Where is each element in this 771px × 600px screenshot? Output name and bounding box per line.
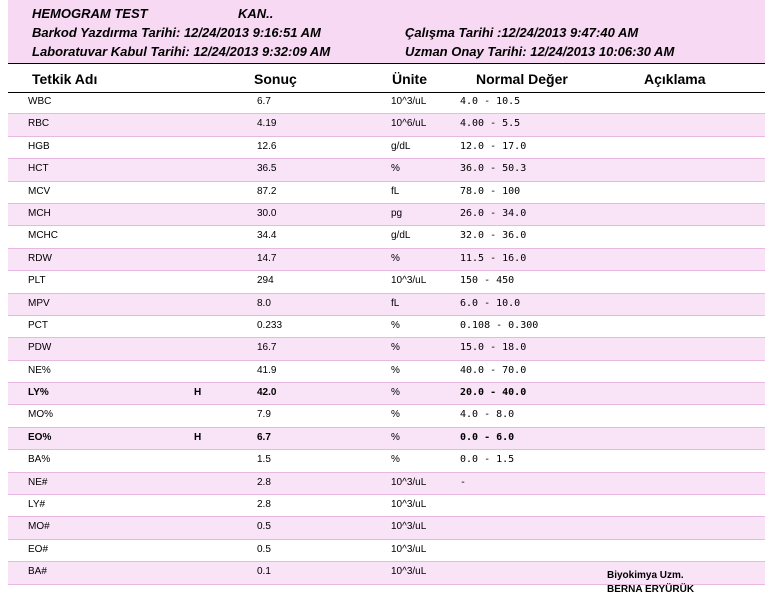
result-cell: 8.0	[257, 297, 271, 309]
flag-cell: H	[194, 387, 202, 399]
result-cell: 34.4	[257, 230, 277, 242]
unit-cell: %	[391, 319, 400, 331]
table-row	[8, 114, 765, 136]
test-name-cell: HGB	[28, 140, 50, 152]
result-cell: 2.8	[257, 476, 271, 488]
test-name-cell: MO#	[28, 521, 50, 533]
normal-range-cell: 36.0 - 50.3	[460, 163, 527, 175]
test-name-cell: BA#	[28, 566, 47, 578]
result-cell: 12.6	[257, 140, 277, 152]
normal-range-cell: -	[460, 476, 467, 488]
table-row	[8, 204, 765, 226]
normal-range-cell: 0.0 - 1.5	[460, 454, 515, 466]
sample-type: KAN..	[238, 6, 274, 21]
barcode-print-date: Barkod Yazdırma Tarihi: 12/24/2013 9:16:51 AM	[32, 25, 321, 40]
normal-range-cell: 4.0 - 8.0	[460, 409, 515, 421]
result-cell: 30.0	[257, 207, 277, 219]
test-name-cell: EO#	[28, 543, 49, 555]
table-row	[8, 450, 765, 472]
unit-cell: 10^3/uL	[391, 566, 427, 578]
normal-range-cell: 4.0 - 10.5	[460, 96, 521, 107]
test-name-cell: MCV	[28, 185, 51, 197]
test-name-cell: WBC	[28, 96, 52, 107]
column-normal-range: Normal Değer	[476, 71, 568, 87]
result-cell: 36.5	[257, 163, 277, 175]
signature-title: Biyokimya Uzm.	[607, 570, 684, 581]
table-row	[8, 159, 765, 181]
unit-cell: %	[391, 252, 400, 264]
result-cell: 4.19	[257, 118, 277, 130]
unit-cell: fL	[391, 185, 400, 197]
test-title: HEMOGRAM TEST	[32, 6, 148, 21]
test-name-cell: LY%	[28, 387, 49, 399]
normal-range-cell: 32.0 - 36.0	[460, 230, 527, 242]
unit-cell: %	[391, 431, 400, 443]
unit-cell: %	[391, 163, 400, 175]
table-row	[8, 361, 765, 383]
result-cell: 0.233	[257, 319, 283, 331]
test-name-cell: MPV	[28, 297, 50, 309]
table-row	[8, 383, 765, 405]
test-name-cell: PCT	[28, 319, 48, 331]
normal-range-cell: 12.0 - 17.0	[460, 140, 527, 152]
unit-cell: %	[391, 409, 400, 421]
column-result: Sonuç	[254, 71, 297, 87]
test-name-cell: LY#	[28, 499, 46, 511]
table-row	[8, 473, 765, 495]
expert-approval-date: Uzman Onay Tarihi: 12/24/2013 10:06:30 AM	[405, 44, 675, 59]
unit-cell: g/dL	[391, 140, 411, 152]
result-cell: 87.2	[257, 185, 277, 197]
test-name-cell: EO%	[28, 431, 52, 443]
result-cell: 0.5	[257, 543, 271, 555]
unit-cell: 10^3/uL	[391, 96, 427, 107]
normal-range-cell: 150 - 450	[460, 275, 515, 287]
unit-cell: 10^3/uL	[391, 476, 427, 488]
normal-range-cell: 0.0 - 6.0	[460, 431, 515, 443]
test-name-cell: MCHC	[28, 230, 58, 242]
table-row	[8, 316, 765, 338]
unit-cell: 10^3/uL	[391, 521, 427, 533]
result-cell: 41.9	[257, 364, 277, 376]
table-row	[8, 271, 765, 293]
normal-range-cell: 26.0 - 34.0	[460, 207, 527, 219]
test-name-cell: NE%	[28, 364, 51, 376]
unit-cell: %	[391, 342, 400, 354]
unit-cell: %	[391, 387, 400, 399]
unit-cell: 10^3/uL	[391, 543, 427, 555]
table-row	[8, 137, 765, 159]
normal-range-cell: 78.0 - 100	[460, 185, 521, 197]
test-name-cell: RDW	[28, 252, 52, 264]
result-cell: 6.7	[257, 96, 271, 107]
unit-cell: fL	[391, 297, 400, 309]
result-cell: 0.1	[257, 566, 271, 578]
test-name-cell: MO%	[28, 409, 53, 421]
unit-cell: %	[391, 364, 400, 376]
unit-cell: 10^3/uL	[391, 275, 427, 287]
test-name-cell: HCT	[28, 163, 49, 175]
normal-range-cell: 4.00 - 5.5	[460, 118, 521, 130]
normal-range-cell: 0.108 - 0.300	[460, 319, 539, 331]
test-name-cell: RBC	[28, 118, 50, 130]
test-name-cell: PDW	[28, 342, 52, 354]
normal-range-cell: 15.0 - 18.0	[460, 342, 527, 354]
normal-range-cell: 20.0 - 40.0	[460, 387, 527, 399]
normal-range-cell: 6.0 - 10.0	[460, 297, 521, 309]
column-test-name: Tetkik Adı	[32, 71, 98, 87]
table-row	[8, 182, 765, 204]
unit-cell: pg	[391, 207, 403, 219]
result-cell: 14.7	[257, 252, 277, 264]
result-cell: 2.8	[257, 499, 271, 511]
unit-cell: g/dL	[391, 230, 411, 242]
table-row	[8, 338, 765, 360]
column-note: Açıklama	[644, 71, 706, 87]
table-row	[8, 540, 765, 562]
unit-cell: %	[391, 454, 400, 466]
result-cell: 6.7	[257, 431, 271, 443]
table-row	[8, 428, 765, 450]
test-name-cell: NE#	[28, 476, 48, 488]
result-cell: 1.5	[257, 454, 271, 466]
result-cell: 0.5	[257, 521, 271, 533]
test-name-cell: PLT	[28, 275, 46, 287]
results-table	[8, 92, 765, 585]
table-row	[8, 294, 765, 316]
table-row	[8, 517, 765, 539]
test-name-cell: BA%	[28, 454, 51, 466]
column-unit: Ünite	[392, 71, 427, 87]
work-date: Çalışma Tarihi :12/24/2013 9:47:40 AM	[405, 25, 639, 40]
column-header-row	[8, 64, 765, 93]
report-header	[8, 0, 765, 64]
normal-range-cell: 11.5 - 16.0	[460, 252, 527, 264]
table-row	[8, 495, 765, 517]
test-name-cell: MCH	[28, 207, 51, 219]
unit-cell: 10^3/uL	[391, 499, 427, 511]
result-cell: 7.9	[257, 409, 271, 421]
signature-name: BERNA ERYÜRÜK	[607, 584, 695, 595]
result-cell: 294	[257, 275, 274, 287]
table-row	[8, 405, 765, 427]
result-cell: 42.0	[257, 387, 277, 399]
lab-accept-date: Laboratuvar Kabul Tarihi: 12/24/2013 9:32:09 AM	[32, 44, 331, 59]
table-row	[8, 249, 765, 271]
flag-cell: H	[194, 431, 202, 443]
unit-cell: 10^6/uL	[391, 118, 427, 130]
table-row	[8, 92, 765, 114]
normal-range-cell: 40.0 - 70.0	[460, 364, 527, 376]
table-row	[8, 226, 765, 248]
result-cell: 16.7	[257, 342, 277, 354]
